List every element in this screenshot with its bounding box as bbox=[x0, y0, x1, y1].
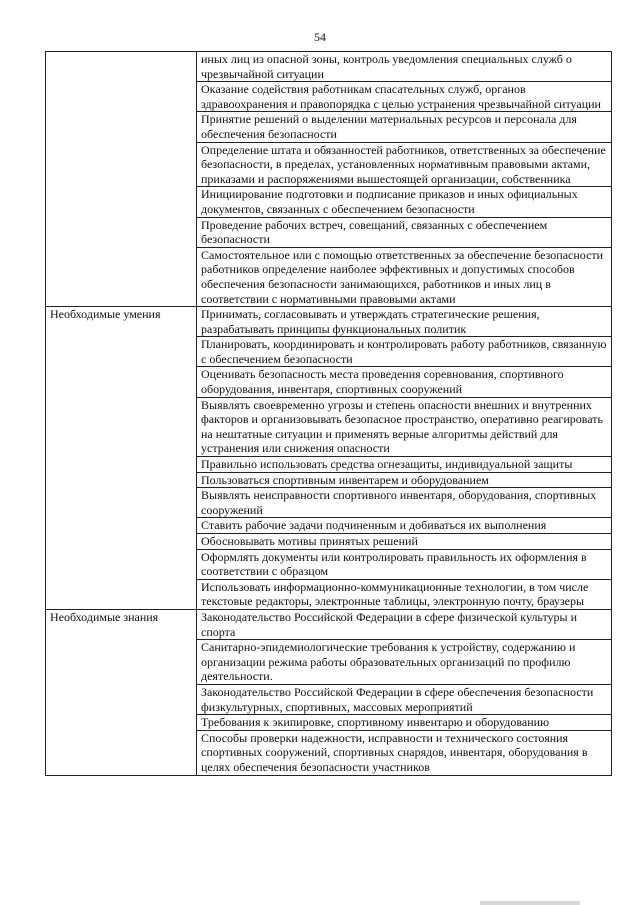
requirement-item: иных лиц из опасной зоны, контроль уведомления специальных служб о чрезвычайной ситуации bbox=[197, 52, 612, 82]
requirements-table bbox=[45, 51, 612, 776]
requirement-item: Оказание содействия работникам спасательных служб, органов здравоохранения и правопорядка с целью устранения чрезвычайной ситуации bbox=[197, 82, 612, 112]
requirement-item: Оценивать безопасность места проведения соревнования, спортивного оборудования, инвентаря, спортивных сооружений bbox=[197, 367, 612, 397]
table-row bbox=[46, 307, 612, 337]
requirement-item: Требования к экипировке, спортивному инвентарю и оборудованию bbox=[197, 715, 612, 731]
requirement-item: Использовать информационно-коммуникационные технологии, в том числе текстовые редакторы, электронные таблицы, электронную почту, браузеры bbox=[197, 579, 612, 609]
requirement-item: Законодательство Российской Федерации в сфере обеспечения безопасности физкультурных, спортивных, массовых мероприятий bbox=[197, 684, 612, 714]
requirement-item: Инициирование подготовки и подписание приказов и иных официальных документов, связанных с обеспечением безопасности bbox=[197, 187, 612, 217]
requirement-item: Выявлять неисправности спортивного инвентаря, оборудования, спортивных сооружений bbox=[197, 488, 612, 518]
table-row bbox=[46, 52, 612, 82]
requirement-item: Оформлять документы или контролировать правильность их оформления в соответствии с образцом bbox=[197, 549, 612, 579]
requirement-item: Определение штата и обязанностей работников, ответственных за обеспечение безопасности, в пределах, установленных нормативным правовыми актами, приказами и распоряжениями вышестоящей организации, собственника bbox=[197, 142, 612, 187]
requirement-item: Санитарно-эпидемиологические требования к устройству, содержанию и организации режима работы образовательных организаций по профилю деятельности. bbox=[197, 640, 612, 685]
requirement-item: Планировать, координировать и контролировать работу работников, связанную с обеспечением безопасности bbox=[197, 337, 612, 367]
requirement-item: Принимать, согласовывать и утверждать стратегические решения, разрабатывать принципы функциональных политик bbox=[197, 307, 612, 337]
requirement-item: Проведение рабочих встреч, совещаний, связанных с обеспечением безопасности bbox=[197, 217, 612, 247]
requirement-item: Правильно использовать средства огнезащиты, индивидуальной защиты bbox=[197, 457, 612, 473]
scan-edge-mark bbox=[480, 901, 580, 905]
requirement-item: Ставить рабочие задачи подчиненным и добиваться их выполнения bbox=[197, 518, 612, 534]
table-row bbox=[46, 609, 612, 639]
requirement-item: Пользоваться спортивным инвентарем и оборудованием bbox=[197, 472, 612, 488]
requirement-item: Самостоятельное или с помощью ответственных за обеспечение безопасности работников определение наиболее эффективных и допустимых способов обеспечения безопасности занимающихся, работников и иных лиц в соответствии с нормативными правовыми актами bbox=[197, 247, 612, 306]
requirement-item: Обосновывать мотивы принятых решений bbox=[197, 534, 612, 550]
requirement-item: Способы проверки надежности, исправности и технического состояния спортивных сооружений, спортивных снарядов, инвентаря, оборудования в целях обеспечения безопасности участников bbox=[197, 730, 612, 775]
requirement-item: Законодательство Российской Федерации в сфере физической культуры и спорта bbox=[197, 609, 612, 639]
section-label bbox=[46, 52, 197, 307]
requirement-item: Выявлять своевременно угрозы и степень опасности внешних и внутренних факторов и организовывать безопасное пространство, оперативно реагировать на нештатные ситуации и применять верные алгоритмы действий для устранения или снижения опасности bbox=[197, 397, 612, 456]
page-number: 54 bbox=[314, 30, 326, 44]
section-label: Необходимые знания bbox=[46, 609, 197, 775]
section-label: Необходимые умения bbox=[46, 307, 197, 610]
requirement-item: Принятие решений о выделении материальных ресурсов и персонала для обеспечения безопасности bbox=[197, 112, 612, 142]
